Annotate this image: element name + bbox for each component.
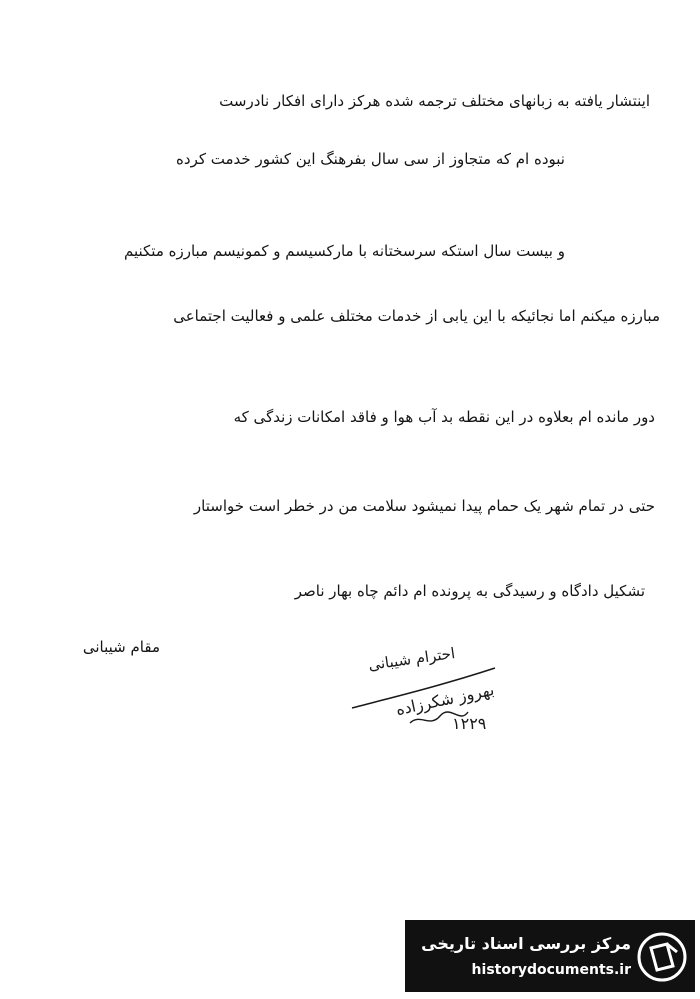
document-line: تشکیل دادگاه و رسیدگی به پرونده ام دائم چاه بهار ناصر	[294, 582, 645, 600]
document-line: دور مانده ام بعلاوه در این نقطه بد آب هوا و فاقد امکانات زندگی که	[233, 408, 655, 426]
watermark	[405, 920, 695, 992]
signature-number: ۱۲۲۹	[452, 714, 487, 733]
document-logo-icon	[637, 932, 687, 982]
signature-name: بهروز شکرزاده	[394, 679, 496, 720]
document-line: نبوده ام که متجاوز از سی سال بفرهنگ این کشور خدمت کرده	[176, 150, 565, 168]
document-line: و بیست سال استکه سرسختانه با مارکسیسم و کمونیسم مبارزه متکنیم	[123, 242, 565, 260]
document-line: حتی در تمام شهر یک حمام پیدا نمیشود سلامت من در خطر است خواستار	[193, 497, 655, 515]
watermark-url: historydocuments.ir	[471, 962, 631, 978]
document-line: اینتشار یافته به زبانهای مختلف ترجمه شده هرکز دارای افکار نادرست	[219, 92, 650, 110]
watermark-title: مرکز بررسی اسناد تاریخی	[421, 934, 631, 953]
document-line: مقام شیبانی	[82, 638, 160, 656]
signature-name: احترام شیبانی	[367, 644, 457, 674]
document-line: مبارزه میکنم اما نجائیکه با این یابی از خدمات مختلف علمی و فعالیت اجتماعی	[173, 307, 660, 325]
